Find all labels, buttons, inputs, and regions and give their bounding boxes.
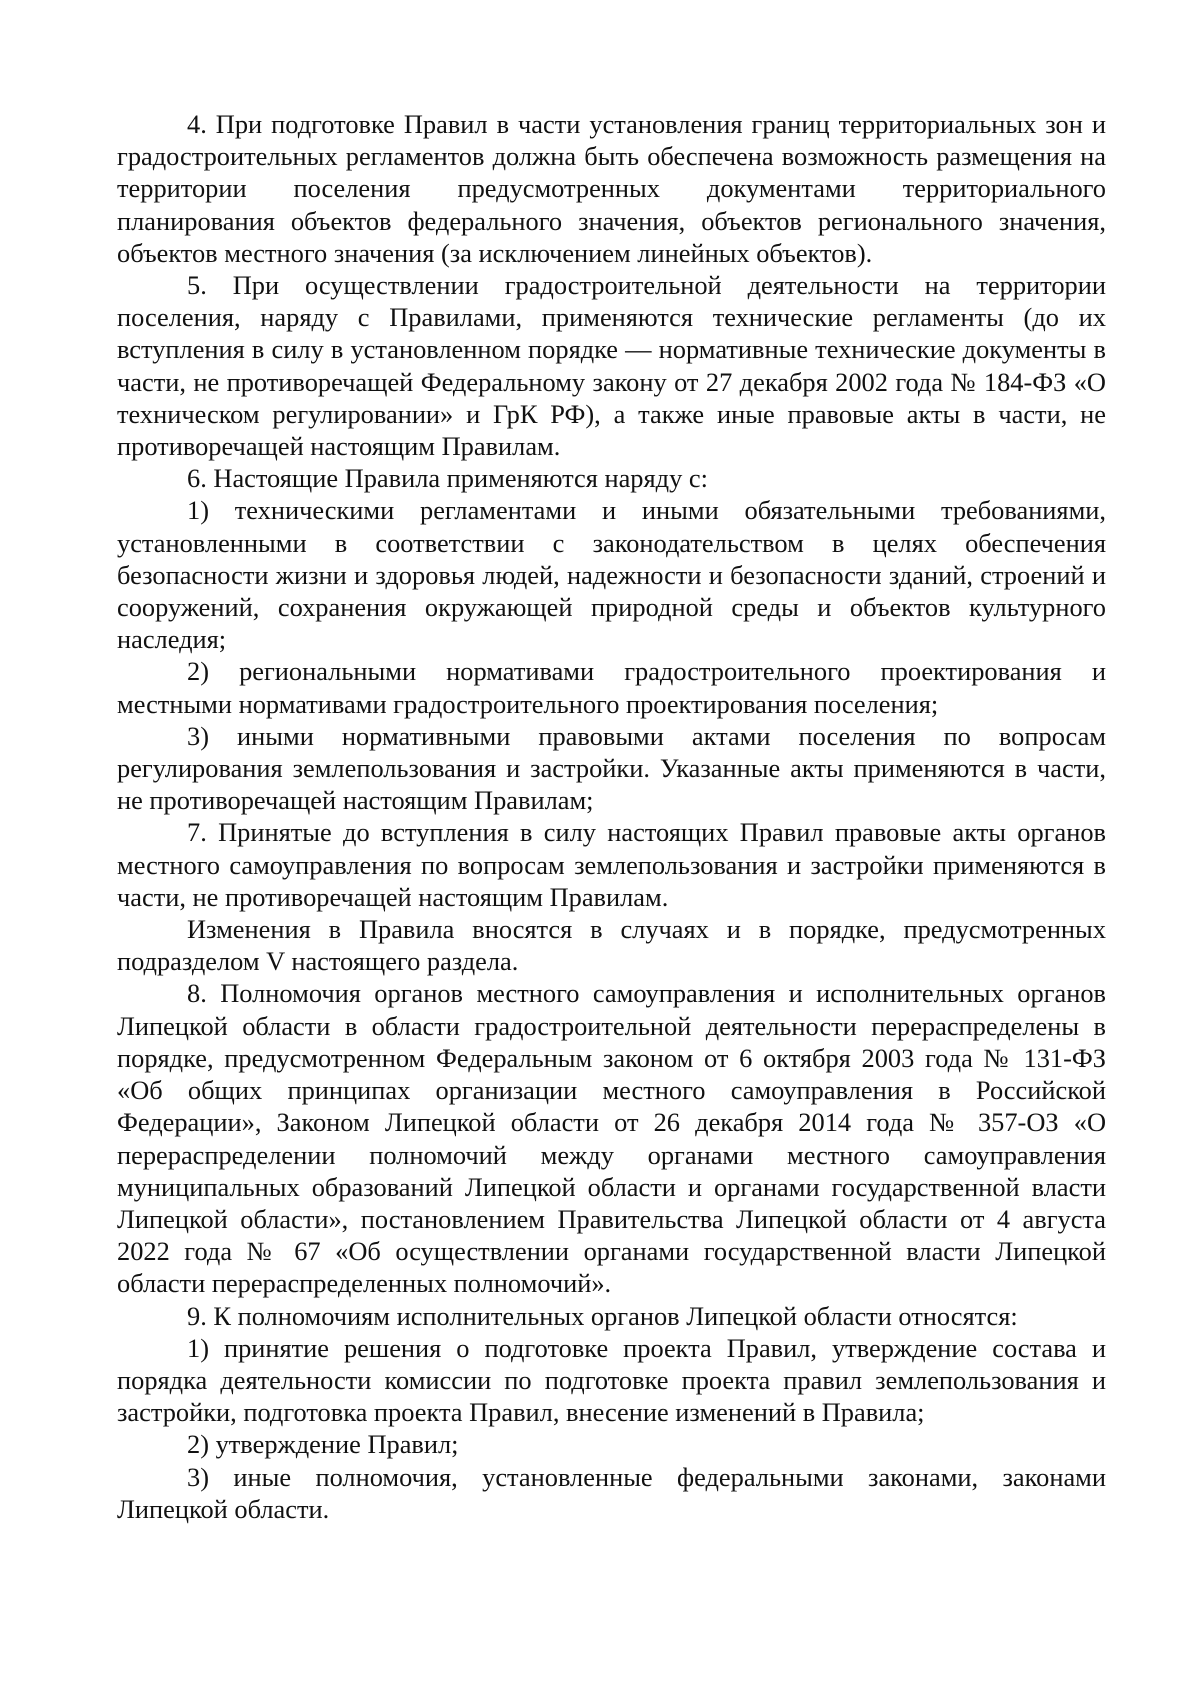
- paragraph-6-item-3: 3) иными нормативными правовыми актами поселения по вопросам регулирования землепользования и застройки. Указанные акты применяются в части, не противоречащей настоящим Правилам;: [117, 720, 1106, 816]
- paragraph-9-item-2: 2) утверждение Правил;: [187, 1429, 459, 1460]
- document-body: [117, 108, 1106, 1525]
- paragraph-4: 4. При подготовке Правил в части установления границ территориальных зон и градостроительных регламентов должна быть обеспечена возможность размещения на территории поселения предусмотренных документами территориального планирования объектов федерального значения, объектов регионального значения, объектов местного значения (за исключением линейных объектов).: [117, 109, 1106, 268]
- paragraph-9: 9. К полномочиям исполнительных органов Липецкой области относятся:: [187, 1300, 1018, 1331]
- paragraph-6-item-2: 2) региональными нормативами градостроительного проектирования и местными нормативами градостроительного проектирования поселения;: [117, 656, 1106, 719]
- paragraph-9-item-1: 1) принятие решения о подготовке проекта Правил, утверждение состава и порядка деятельности комиссии по подготовке проекта правил землепользования и застройки, подготовка проекта Правил, внесение изменений в Правила;: [117, 1332, 1106, 1428]
- paragraph-8: 8. Полномочия органов местного самоуправления и исполнительных органов Липецкой области в области градостроительной деятельности перераспределены в порядке, предусмотренном Федеральным законом от 6 октября 2003 года № 131-ФЗ «Об общих принципах организации местного самоуправления в Российской Федерации», Законом Липецкой области от 26 декабря 2014 года № 357-ОЗ «О перераспределении полномочий между органами местного самоуправления муниципальных образований Липецкой области и органами государственной власти Липецкой области», постановлением Правительства Липецкой области от 4 августа 2022 года № 67 «Об осуществлении органами государственной власти Липецкой области перераспределенных полномочий».: [117, 978, 1106, 1299]
- paragraph-6: 6. Настоящие Правила применяются наряду с:: [187, 463, 708, 494]
- paragraph-7: 7. Принятые до вступления в силу настоящих Правил правовые акты органов местного самоуправления по вопросам землепользования и застройки применяются в части, не противоречащей настоящим Правилам.: [117, 817, 1106, 912]
- paragraph-6-item-1: 1) техническими регламентами и иными обязательными требованиями, установленными в соответствии с законодательством в целях обеспечения безопасности жизни и здоровья людей, надежности и безопасности зданий, строений и сооружений, сохранения окружающей природной среды и объектов культурного наследия;: [117, 495, 1106, 655]
- paragraph-7-amendments: Изменения в Правила вносятся в случаях и в порядке, предусмотренных подразделом V настоящего раздела.: [117, 914, 1106, 977]
- paragraph-9-item-3: 3) иные полномочия, установленные федеральными законами, законами Липецкой области.: [117, 1461, 1106, 1524]
- paragraph-5: 5. При осуществлении градостроительной деятельности на территории поселения, наряду с Правилами, применяются технические регламенты (до их вступления в силу в установленном порядке — нормативные технические документы в части, не противоречащей Федеральному закону от 27 декабря 2002 года № 184-ФЗ «О техническом регулировании» и ГрК РФ), а также иные правовые акты в части, не противоречащей настоящим Правилам.: [117, 270, 1106, 462]
